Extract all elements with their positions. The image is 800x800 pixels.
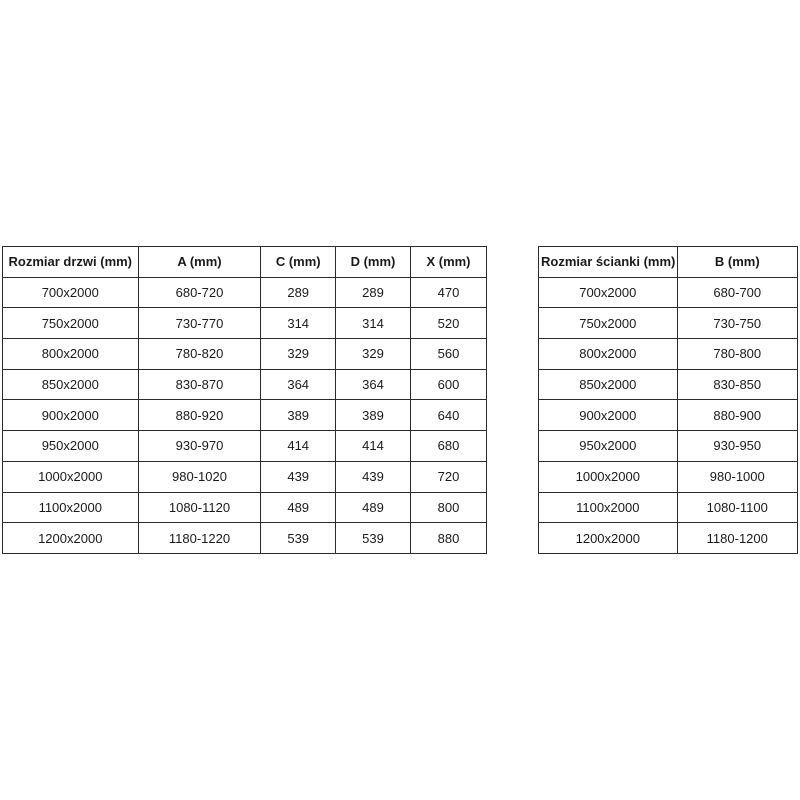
table-cell: 880-920 <box>138 400 261 431</box>
table-cell: 680 <box>410 431 486 462</box>
table-cell: 680-720 <box>138 277 261 308</box>
table-cell: 780-820 <box>138 339 261 370</box>
table-cell: 1180-1220 <box>138 523 261 554</box>
table-cell: 1180-1200 <box>677 523 797 554</box>
table-cell: 780-800 <box>677 339 797 370</box>
table-cell: 930-970 <box>138 431 261 462</box>
table-cell: 750x2000 <box>539 308 678 339</box>
table-cell: 314 <box>335 308 410 339</box>
table-row <box>3 277 487 308</box>
column-header: B (mm) <box>677 247 797 278</box>
table-cell: 950x2000 <box>3 431 139 462</box>
table-cell: 980-1020 <box>138 461 261 492</box>
table-cell: 980-1000 <box>677 461 797 492</box>
table-cell: 950x2000 <box>539 431 678 462</box>
table-cell: 439 <box>261 461 336 492</box>
table-cell: 800 <box>410 492 486 523</box>
table-row <box>3 523 487 554</box>
table-cell: 539 <box>261 523 336 554</box>
table-cell: 720 <box>410 461 486 492</box>
table-cell: 329 <box>335 339 410 370</box>
table-row <box>3 369 487 400</box>
table-cell: 389 <box>261 400 336 431</box>
column-header: Rozmiar ścianki (mm) <box>539 247 678 278</box>
table-cell: 560 <box>410 339 486 370</box>
table-cell: 314 <box>261 308 336 339</box>
table-cell: 329 <box>261 339 336 370</box>
table-cell: 600 <box>410 369 486 400</box>
table-cell: 520 <box>410 308 486 339</box>
header-row <box>3 247 487 278</box>
door-sizes-table <box>2 246 487 554</box>
table-row <box>539 277 798 308</box>
table-cell: 414 <box>335 431 410 462</box>
table-cell: 800x2000 <box>539 339 678 370</box>
column-header: C (mm) <box>261 247 336 278</box>
table-cell: 830-850 <box>677 369 797 400</box>
table-cell: 1200x2000 <box>539 523 678 554</box>
table-cell: 680-700 <box>677 277 797 308</box>
table-cell: 730-770 <box>138 308 261 339</box>
column-header: Rozmiar drzwi (mm) <box>3 247 139 278</box>
table-cell: 289 <box>261 277 336 308</box>
table-row <box>539 523 798 554</box>
table-cell: 489 <box>261 492 336 523</box>
table-cell: 439 <box>335 461 410 492</box>
table-cell: 1100x2000 <box>539 492 678 523</box>
table-row <box>3 461 487 492</box>
table-row <box>539 431 798 462</box>
table-row <box>3 308 487 339</box>
table-cell: 414 <box>261 431 336 462</box>
table-cell: 1080-1100 <box>677 492 797 523</box>
table-cell: 364 <box>335 369 410 400</box>
table-cell: 750x2000 <box>3 308 139 339</box>
table-row <box>539 461 798 492</box>
table-row <box>539 339 798 370</box>
table-cell: 700x2000 <box>539 277 678 308</box>
table-cell: 900x2000 <box>539 400 678 431</box>
table-row <box>539 369 798 400</box>
table-cell: 850x2000 <box>539 369 678 400</box>
table-cell: 1000x2000 <box>539 461 678 492</box>
table-cell: 289 <box>335 277 410 308</box>
table-cell: 539 <box>335 523 410 554</box>
table-cell: 900x2000 <box>3 400 139 431</box>
column-header: X (mm) <box>410 247 486 278</box>
column-header: D (mm) <box>335 247 410 278</box>
table-row <box>3 400 487 431</box>
header-row <box>539 247 798 278</box>
table-row <box>3 339 487 370</box>
table-cell: 1080-1120 <box>138 492 261 523</box>
table-cell: 830-870 <box>138 369 261 400</box>
table-cell: 1100x2000 <box>3 492 139 523</box>
wall-panel-sizes-table <box>538 246 798 554</box>
table-cell: 489 <box>335 492 410 523</box>
table-cell: 470 <box>410 277 486 308</box>
table-cell: 640 <box>410 400 486 431</box>
table-cell: 364 <box>261 369 336 400</box>
table-cell: 800x2000 <box>3 339 139 370</box>
table-cell: 389 <box>335 400 410 431</box>
table-cell: 730-750 <box>677 308 797 339</box>
table-row <box>539 492 798 523</box>
table-cell: 930-950 <box>677 431 797 462</box>
table-cell: 880 <box>410 523 486 554</box>
table-row <box>539 400 798 431</box>
table-cell: 850x2000 <box>3 369 139 400</box>
table-cell: 700x2000 <box>3 277 139 308</box>
table-cell: 880-900 <box>677 400 797 431</box>
column-header: A (mm) <box>138 247 261 278</box>
table-cell: 1000x2000 <box>3 461 139 492</box>
table-row <box>3 431 487 462</box>
table-row <box>3 492 487 523</box>
table-row <box>539 308 798 339</box>
table-cell: 1200x2000 <box>3 523 139 554</box>
